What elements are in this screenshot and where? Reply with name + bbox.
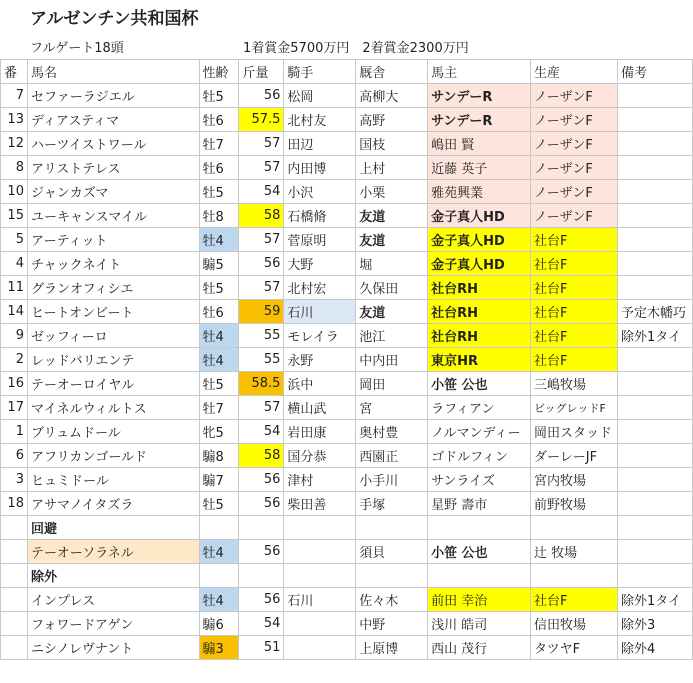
- cell-no: 6: [1, 444, 28, 468]
- prize-info: 1着賞金5700万円 2着賞金2300万円: [243, 41, 469, 56]
- cell-breeder: 辻 牧場: [531, 540, 618, 564]
- cell-name: ゼッフィーロ: [27, 324, 199, 348]
- cell-sexage: 牝5: [199, 420, 239, 444]
- table-row: [1, 444, 693, 468]
- cell-jockey: モレイラ: [284, 324, 356, 348]
- cell-stable: 堀: [356, 252, 428, 276]
- cell-empty: [199, 564, 239, 588]
- cell-stable: 佐々木: [356, 588, 428, 612]
- column-header-name: 馬名: [27, 60, 199, 84]
- cell-note: [617, 228, 692, 252]
- cell-note: 除外1タイ: [617, 324, 692, 348]
- cell-empty: [239, 516, 284, 540]
- cell-empty: [199, 516, 239, 540]
- cell-empty: [1, 516, 28, 540]
- cell-empty: [428, 516, 531, 540]
- cell-weight: 51: [239, 636, 284, 660]
- cell-name: ヒートオンビート: [27, 300, 199, 324]
- cell-note: [617, 396, 692, 420]
- cell-note: [617, 180, 692, 204]
- cell-note: [617, 348, 692, 372]
- cell-owner: 小笹 公也: [428, 540, 531, 564]
- cell-sexage: 牡6: [199, 156, 239, 180]
- cell-sexage: 牡4: [199, 588, 239, 612]
- cell-owner: 社台RH: [428, 300, 531, 324]
- cell-stable: 西園正: [356, 444, 428, 468]
- cell-sexage: 牡4: [199, 348, 239, 372]
- cell-sexage: 牡7: [199, 132, 239, 156]
- section-excluded: [1, 564, 693, 588]
- cell-jockey: 石橋脩: [284, 204, 356, 228]
- cell-note: [617, 156, 692, 180]
- cell-jockey: 北村宏: [284, 276, 356, 300]
- cell-name: グランオフィシエ: [27, 276, 199, 300]
- column-header-note: 備考: [617, 60, 692, 84]
- cell-empty: [284, 564, 356, 588]
- cell-note: [617, 276, 692, 300]
- cell-name: ディアスティマ: [27, 108, 199, 132]
- cell-breeder: 社台F: [531, 300, 618, 324]
- cell-jockey: 大野: [284, 252, 356, 276]
- cell-name: フォワードアゲン: [27, 612, 199, 636]
- cell-name: テーオーソラネル: [27, 540, 199, 564]
- table-row: [1, 636, 693, 660]
- cell-jockey: 松岡: [284, 84, 356, 108]
- cell-note: [617, 204, 692, 228]
- cell-no: 17: [1, 396, 28, 420]
- cell-sexage: 騸5: [199, 252, 239, 276]
- cell-weight: 57: [239, 396, 284, 420]
- table-row: [1, 180, 693, 204]
- cell-weight: 57.5: [239, 108, 284, 132]
- cell-no: [1, 612, 28, 636]
- cell-owner: サンデーR: [428, 108, 531, 132]
- cell-stable: 岡田: [356, 372, 428, 396]
- cell-name: レッドバリエンテ: [27, 348, 199, 372]
- cell-jockey: [284, 540, 356, 564]
- cell-note: [617, 108, 692, 132]
- cell-jockey: 菅原明: [284, 228, 356, 252]
- cell-sexage: 牡7: [199, 396, 239, 420]
- cell-owner: 西山 茂行: [428, 636, 531, 660]
- cell-breeder: 社台F: [531, 276, 618, 300]
- cell-sexage: 牡6: [199, 300, 239, 324]
- cell-no: 10: [1, 180, 28, 204]
- cell-name: ブリュムドール: [27, 420, 199, 444]
- cell-breeder: 信田牧場: [531, 612, 618, 636]
- cell-sexage: 牡5: [199, 180, 239, 204]
- table-row: [1, 612, 693, 636]
- cell-name: ニシノレヴナント: [27, 636, 199, 660]
- cell-no: 9: [1, 324, 28, 348]
- column-header-jockey: 騎手: [284, 60, 356, 84]
- cell-stable: 手塚: [356, 492, 428, 516]
- cell-sexage: 騸7: [199, 468, 239, 492]
- cell-weight: 56: [239, 252, 284, 276]
- cell-jockey: 石川: [284, 588, 356, 612]
- cell-no: 12: [1, 132, 28, 156]
- cell-empty: [356, 516, 428, 540]
- page-title: アルゼンチン共和国杯: [30, 9, 199, 29]
- column-header-stable: 厩舎: [356, 60, 428, 84]
- table-row: [1, 108, 693, 132]
- cell-breeder: 社台F: [531, 252, 618, 276]
- table-row: [1, 84, 693, 108]
- cell-no: 3: [1, 468, 28, 492]
- cell-jockey: [284, 612, 356, 636]
- cell-stable: 小栗: [356, 180, 428, 204]
- cell-stable: 友道: [356, 228, 428, 252]
- cell-stable: 友道: [356, 204, 428, 228]
- cell-stable: 中内田: [356, 348, 428, 372]
- cell-owner: ラフィアン: [428, 396, 531, 420]
- cell-stable: 高野: [356, 108, 428, 132]
- cell-note: [617, 372, 692, 396]
- cell-sexage: 牡6: [199, 108, 239, 132]
- cell-name: ユーキャンスマイル: [27, 204, 199, 228]
- cell-stable: 奥村豊: [356, 420, 428, 444]
- cell-no: 14: [1, 300, 28, 324]
- cell-name: アサマノイタズラ: [27, 492, 199, 516]
- cell-breeder: ノーザンF: [531, 180, 618, 204]
- cell-no: 13: [1, 108, 28, 132]
- cell-stable: 上村: [356, 156, 428, 180]
- cell-name: マイネルウィルトス: [27, 396, 199, 420]
- cell-note: [617, 252, 692, 276]
- cell-jockey: 横山武: [284, 396, 356, 420]
- cell-owner: 社台RH: [428, 324, 531, 348]
- cell-breeder: ノーザンF: [531, 108, 618, 132]
- cell-name: テーオーロイヤル: [27, 372, 199, 396]
- cell-jockey: 津村: [284, 468, 356, 492]
- cell-breeder: ノーザンF: [531, 156, 618, 180]
- cell-weight: 56: [239, 492, 284, 516]
- cell-jockey: 石川: [284, 300, 356, 324]
- cell-weight: 59: [239, 300, 284, 324]
- cell-name: アーティット: [27, 228, 199, 252]
- cell-jockey: 田辺: [284, 132, 356, 156]
- cell-jockey: 北村友: [284, 108, 356, 132]
- cell-stable: 友道: [356, 300, 428, 324]
- cell-weight: 54: [239, 180, 284, 204]
- cell-breeder: ダーレーJF: [531, 444, 618, 468]
- cell-weight: 57: [239, 132, 284, 156]
- cell-jockey: [284, 636, 356, 660]
- table-row: [1, 540, 693, 564]
- cell-sexage: 牡5: [199, 84, 239, 108]
- cell-weight: 54: [239, 420, 284, 444]
- table-row: [1, 588, 693, 612]
- section-excluded-label: 除外: [27, 564, 199, 588]
- cell-sexage: 騸8: [199, 444, 239, 468]
- cell-weight: 57: [239, 156, 284, 180]
- cell-weight: 56: [239, 588, 284, 612]
- cell-owner: 金子真人HD: [428, 204, 531, 228]
- cell-owner: サンライズ: [428, 468, 531, 492]
- header-row: [1, 60, 693, 84]
- cell-name: チャックネイト: [27, 252, 199, 276]
- cell-owner: 小笹 公也: [428, 372, 531, 396]
- cell-weight: 56: [239, 540, 284, 564]
- cell-stable: 上原博: [356, 636, 428, 660]
- race-entry-table: [0, 59, 693, 660]
- cell-owner: 金子真人HD: [428, 252, 531, 276]
- cell-sexage: 牡5: [199, 276, 239, 300]
- cell-no: 16: [1, 372, 28, 396]
- cell-weight: 58: [239, 204, 284, 228]
- table-row: [1, 324, 693, 348]
- cell-note: [617, 444, 692, 468]
- cell-sexage: 騸6: [199, 612, 239, 636]
- cell-owner: 近藤 英子: [428, 156, 531, 180]
- cell-no: [1, 540, 28, 564]
- cell-weight: 57: [239, 276, 284, 300]
- cell-weight: 58.5: [239, 372, 284, 396]
- cell-breeder: 社台F: [531, 348, 618, 372]
- section-avoid-label: 回避: [27, 516, 199, 540]
- cell-stable: 国枝: [356, 132, 428, 156]
- cell-empty: [356, 564, 428, 588]
- cell-no: 8: [1, 156, 28, 180]
- table-row: [1, 372, 693, 396]
- column-header-owner: 馬主: [428, 60, 531, 84]
- cell-empty: [239, 564, 284, 588]
- table-row: [1, 252, 693, 276]
- cell-weight: 55: [239, 348, 284, 372]
- cell-breeder: 社台F: [531, 324, 618, 348]
- table-row: [1, 396, 693, 420]
- cell-sexage: 牡5: [199, 492, 239, 516]
- cell-breeder: 社台F: [531, 588, 618, 612]
- cell-note: [617, 540, 692, 564]
- cell-note: 除外1タイ: [617, 588, 692, 612]
- cell-no: 5: [1, 228, 28, 252]
- cell-sexage: 牡4: [199, 228, 239, 252]
- cell-name: アフリカンゴールド: [27, 444, 199, 468]
- cell-owner: ゴドルフィン: [428, 444, 531, 468]
- cell-weight: 57: [239, 228, 284, 252]
- cell-breeder: 三嶋牧場: [531, 372, 618, 396]
- cell-breeder: 前野牧場: [531, 492, 618, 516]
- cell-owner: 浅川 皓司: [428, 612, 531, 636]
- cell-name: インプレス: [27, 588, 199, 612]
- cell-jockey: 浜中: [284, 372, 356, 396]
- section-avoid: [1, 516, 693, 540]
- cell-jockey: 小沢: [284, 180, 356, 204]
- cell-note: 除外3: [617, 612, 692, 636]
- cell-stable: 池江: [356, 324, 428, 348]
- cell-note: [617, 132, 692, 156]
- cell-no: 18: [1, 492, 28, 516]
- cell-jockey: 柴田善: [284, 492, 356, 516]
- cell-sexage: 騸3: [199, 636, 239, 660]
- cell-empty: [284, 516, 356, 540]
- cell-stable: 高柳大: [356, 84, 428, 108]
- cell-name: ヒュミドール: [27, 468, 199, 492]
- cell-weight: 58: [239, 444, 284, 468]
- cell-weight: 56: [239, 468, 284, 492]
- cell-owner: 金子真人HD: [428, 228, 531, 252]
- cell-empty: [531, 564, 618, 588]
- cell-no: 4: [1, 252, 28, 276]
- table-row: [1, 420, 693, 444]
- cell-weight: 54: [239, 612, 284, 636]
- cell-no: [1, 588, 28, 612]
- cell-breeder: ノーザンF: [531, 84, 618, 108]
- cell-note: [617, 420, 692, 444]
- column-header-no: 番: [1, 60, 28, 84]
- cell-breeder: 社台F: [531, 228, 618, 252]
- cell-owner: ノルマンディー: [428, 420, 531, 444]
- table-row: [1, 204, 693, 228]
- table-row: [1, 228, 693, 252]
- cell-owner: 前田 幸治: [428, 588, 531, 612]
- cell-note: [617, 84, 692, 108]
- cell-breeder: 宮内牧場: [531, 468, 618, 492]
- table-row: [1, 300, 693, 324]
- cell-sexage: 牡8: [199, 204, 239, 228]
- cell-no: 2: [1, 348, 28, 372]
- cell-weight: 56: [239, 84, 284, 108]
- cell-owner: 東京HR: [428, 348, 531, 372]
- cell-no: 15: [1, 204, 28, 228]
- table-row: [1, 132, 693, 156]
- column-header-weight: 斤量: [239, 60, 284, 84]
- cell-stable: 須貝: [356, 540, 428, 564]
- cell-sexage: 牡4: [199, 324, 239, 348]
- table-row: [1, 348, 693, 372]
- cell-jockey: 内田博: [284, 156, 356, 180]
- cell-empty: [617, 564, 692, 588]
- cell-breeder: タツヤF: [531, 636, 618, 660]
- cell-owner: 社台RH: [428, 276, 531, 300]
- table-row: [1, 276, 693, 300]
- cell-note: [617, 492, 692, 516]
- cell-empty: [428, 564, 531, 588]
- field-size: フルゲート18頭: [30, 41, 124, 56]
- cell-no: [1, 636, 28, 660]
- cell-no: 7: [1, 84, 28, 108]
- cell-breeder: ノーザンF: [531, 132, 618, 156]
- cell-weight: 55: [239, 324, 284, 348]
- cell-stable: 中野: [356, 612, 428, 636]
- cell-note: [617, 468, 692, 492]
- cell-stable: 久保田: [356, 276, 428, 300]
- cell-breeder: ノーザンF: [531, 204, 618, 228]
- cell-jockey: 国分恭: [284, 444, 356, 468]
- table-row: [1, 492, 693, 516]
- cell-name: ジャンカズマ: [27, 180, 199, 204]
- cell-empty: [1, 564, 28, 588]
- cell-sexage: 牡4: [199, 540, 239, 564]
- cell-note: 予定木幡巧: [617, 300, 692, 324]
- cell-stable: 宮: [356, 396, 428, 420]
- cell-name: セファーラジエル: [27, 84, 199, 108]
- cell-breeder: 岡田スタッド: [531, 420, 618, 444]
- cell-sexage: 牡5: [199, 372, 239, 396]
- cell-owner: サンデーR: [428, 84, 531, 108]
- cell-no: 1: [1, 420, 28, 444]
- cell-note: 除外4: [617, 636, 692, 660]
- cell-empty: [531, 516, 618, 540]
- column-header-breeder: 生産: [531, 60, 618, 84]
- cell-owner: 嶋田 賢: [428, 132, 531, 156]
- cell-owner: 星野 壽市: [428, 492, 531, 516]
- column-header-sexage: 性齢: [199, 60, 239, 84]
- cell-empty: [617, 516, 692, 540]
- cell-stable: 小手川: [356, 468, 428, 492]
- cell-owner: 雅苑興業: [428, 180, 531, 204]
- table-row: [1, 468, 693, 492]
- table-row: [1, 156, 693, 180]
- cell-breeder: ビッグレッドF: [531, 396, 618, 420]
- cell-jockey: 永野: [284, 348, 356, 372]
- cell-no: 11: [1, 276, 28, 300]
- cell-name: アリストテレス: [27, 156, 199, 180]
- cell-jockey: 岩田康: [284, 420, 356, 444]
- cell-name: ハーツイストワール: [27, 132, 199, 156]
